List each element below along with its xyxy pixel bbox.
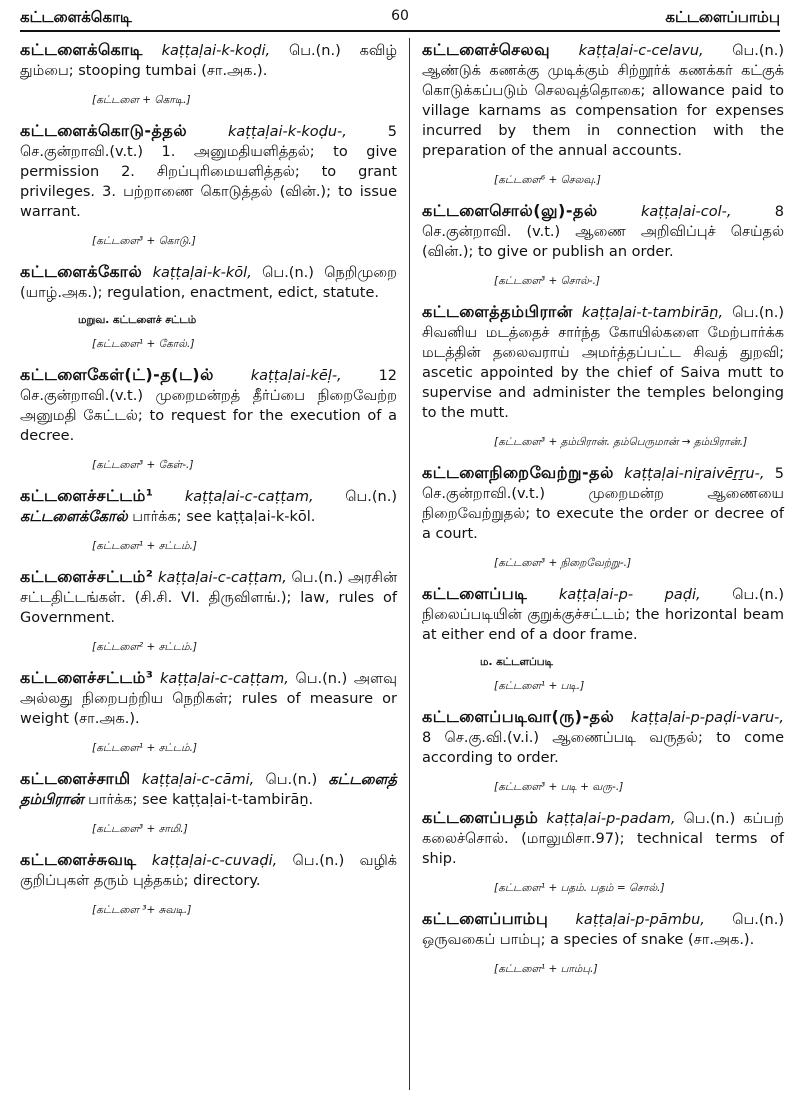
etymology: [கட்டளை³ + கேள்-.] [92,459,194,471]
headword: கட்டளைத்தம்பிரான் [422,302,573,321]
etymology: [கட்டளை³ + படி + வரு-.] [494,781,624,793]
cognate-note: ம. கட்டளப்படி [480,656,553,668]
etymology: [கட்டளை ³+ சுவடி.] [92,904,192,916]
entry-kattalai-c-cattam-1 [20,486,397,553]
transliteration: kaṭṭaḷai-p-padam, [546,811,676,827]
definition-text: 5 செ.குன்றாவி.(v.t.) 1. அனுமதியளித்தல்; to give permission 2. சிறப்புரிமையளித்தல்; to grant privileges. 3. பற்றாணை கொடுத்தல் (வின்.); to issue warrant. [20,124,398,220]
etymology: [கட்டளை¹ + படி.] [494,680,585,692]
definition-text: பெ.(n.) கப்பற் கலைச்சொல். (மாலுமிசா.97); technical terms of ship. [422,811,784,867]
headword: கட்டளைக்கோல் [20,262,143,281]
etymology: [கட்டளை¹ + பதம். பதம் = சொல்.] [494,882,665,894]
transliteration: kaṭṭaḷai-p-pāmbu, [575,912,705,928]
headword: கட்டளைக்கொடு-த்தல் [20,121,188,140]
definition-text: 12 செ.குன்றாவி.(v.t.) முறைமன்றத் தீர்ப்பை நிறைவேற்ற அனுமதி கேட்டல்; to request for the execution of a decree. [20,368,398,444]
definition [422,909,784,950]
entry-kattalai-niraiverru [422,463,784,570]
definition [20,486,397,527]
transliteration: kaṭṭaḷai-c-cāmi, [141,772,255,788]
etymology: [கட்டளை¹ + பாம்பு.] [494,963,598,975]
definition [422,463,784,544]
headword: கட்டளைச்சட்டம்¹ [20,486,154,505]
definition-text: 5 செ.குன்றாவி.(v.t.) முறைமன்ற ஆணையை நிறைவேற்றுதல்; to execute the order or decree of a court. [422,466,784,542]
headword: கட்டளைச்சாமி [20,769,131,788]
entry-kattalai-p-padi [422,584,784,693]
etymology: [கட்டளை³ + நிறைவேற்று-.] [494,557,632,569]
entry-kattalai-c-cattam-2 [20,567,397,654]
definition [20,769,397,810]
headword: கட்டளைப்படி [422,584,528,603]
transliteration: kaṭṭaḷai-p- paḍi, [558,587,701,603]
definition [20,40,397,81]
definition [20,121,397,222]
synonym-note: மறுவ. கட்டளைச் சட்டம் [78,314,197,326]
running-head-left: கட்டளைக்கொடி [20,8,132,26]
definition [422,302,784,423]
headword: கட்டளைப்படிவா(ரு)-தல் [422,707,615,726]
headword: கட்டளைச்சுவடி [20,850,137,869]
transliteration: kaṭṭaḷai-c-caṭṭam, [160,671,289,687]
definition-text: பெ.(n.) கவிழ் தும்பை; stooping tumbai (சா.அக.). [20,43,398,79]
entry-kattalai-p-padam [422,808,784,895]
definition-prefix: பெ.(n.) [265,772,318,788]
transliteration: kaṭṭaḷai-k-koḍu-, [228,124,347,140]
page-number: 60 [391,8,409,24]
entry-kattalai-p-padi-varu [422,707,784,794]
etymology: [கட்டளை² + சட்டம்.] [92,641,198,653]
headword: கட்டளைக்கொடி [20,40,143,59]
entry-kattalai-c-cattam-3 [20,668,397,755]
definition-text: பார்க்க; see kaṭṭaḷai-t-tambirāṉ. [88,792,314,808]
entry-kattalai-p-pambu [422,909,784,976]
definition-text: பெ.(n.) நெறிமுறை (யாழ்.அக.); regulation, enactment, edict, statute. [20,265,397,301]
headword: கட்டளைசொல்(லு)-தல் [422,201,598,220]
left-column [20,40,397,931]
definition-text: பெ.(n.) அளவு அல்லது நிறைபற்றிய நெறிகள்; rules of measure or weight (சா.அக.). [20,671,398,727]
etymology: [கட்டளை¹ + கோல்.] [92,338,195,350]
etymology: [கட்டளை⁶ + செலவு.] [494,174,601,186]
transliteration: kaṭṭaḷai-c-caṭṭam, [158,570,287,586]
definition-text: பெ.(n.) நிலைப்படியின் குறுக்குச்சட்டம்; the horizontal beam at either end of a door frame. [422,587,784,643]
transliteration: kaṭṭaḷai-k-koḍi, [161,43,271,59]
headword: கட்டளைச்சட்டம்² [20,567,154,586]
definition [422,707,784,768]
transliteration: kaṭṭaḷai-p-paḍi-varu-, [630,710,784,726]
column-divider [409,38,410,1090]
transliteration: kaṭṭaḷai-k-kōl, [152,265,252,281]
cross-reference-headword: கட்டளைக்கோல் [20,509,128,525]
etymology: [கட்டளை³ + சாமி.] [92,823,188,835]
entry-kattalai-t-tambiran [422,302,784,449]
definition-text: 8 செ.குன்றாவி. (v.t.) ஆணை அறிவிப்புச் செய்தல் (வின்.); to give or publish an order. [422,204,785,260]
transliteration: kaṭṭaḷai-c-cuvaḍi, [151,853,278,869]
definition-text: பார்க்க; see kaṭṭaḷai-k-kōl. [132,509,316,525]
etymology: [கட்டளை¹ + சட்டம்.] [92,742,198,754]
definition-prefix: பெ.(n.) [345,489,397,505]
definition-text: பெ.(n.) அரசின் சட்டதிட்டங்கள். (சி.சி. VI. திருவிளங்.); law, rules of Government. [20,570,398,626]
entry-kattalai-k-kodi [20,40,397,107]
transliteration: kaṭṭaḷai-t-tambirāṉ, [581,305,724,321]
right-column [422,40,784,990]
definition [422,201,784,262]
etymology: [கட்டளை³ + கொடு.] [92,235,196,247]
cross-reference-headword: கட்டளைத் தம்பிரான் [20,772,397,808]
definition-text: பெ.(n.) ஆண்டுக் கணக்கு முடிக்கும் சிற்றூர்க் கணக்கர் கட்குக் கொடுக்கப்படும் செலவுத்தொகை; allowance paid to village karnams as compensation for expenses incurred by them in connection with the preparation of the annual accounts. [422,43,784,159]
etymology: [கட்டளை³ + தம்பிரான். தம்பெருமான் → தம்பிரான்.] [494,436,748,448]
etymology: [கட்டளை + கொடி.] [92,94,191,106]
definition [20,567,397,628]
headword: கட்டளைப்பதம் [422,808,539,827]
transliteration: kaṭṭaḷai-niṟaivēṟṟu-, [624,466,765,482]
transliteration: kaṭṭaḷai-kēḷ-, [250,368,342,384]
definition [422,584,784,645]
etymology: [கட்டளை¹ + சட்டம்.] [92,540,198,552]
transliteration: kaṭṭaḷai-c-celavu, [578,43,704,59]
definition-text: பெ.(n.) சிவனிய மடத்தைச் சார்ந்த கோயில்களை மேற்பார்க்க மடத்தின் தலைவராய் அமர்த்தப்பட்ட சிவத் துறவி; ascetic appointed by the chief of Saiva mutt to supervise and administer the temples belonging to the mutt. [422,305,785,421]
etymology: [கட்டளை³ + சொல்-.] [494,275,601,287]
headword: கட்டளைநிறைவேற்று-தல் [422,463,614,482]
definition [20,262,397,303]
entry-kattalai-col [422,201,784,288]
definition [20,365,397,446]
headword: கட்டளைப்பாம்பு [422,909,549,928]
definition-text: பெ.(n.) வழிக் குறிப்புகள் தரும் புத்தகம்; directory. [20,853,397,889]
entry-kattalai-kel [20,365,397,472]
entry-kattalai-c-celavu [422,40,784,187]
definition [20,850,397,891]
definition [20,668,397,729]
entry-kattalai-c-cami [20,769,397,836]
page-header [20,6,780,32]
definition-text: 8 செ.கு.வி.(v.i.) ஆணைப்படி வருதல்; to come according to order. [422,730,784,766]
headword: கட்டளைச்செலவு [422,40,551,59]
transliteration: kaṭṭaḷai-c-caṭṭam, [184,489,314,505]
headword: கட்டளைச்சட்டம்³ [20,668,154,687]
definition [422,808,784,869]
entry-kattalai-c-cuvadi [20,850,397,917]
definition-text: பெ.(n.) ஒருவகைப் பாம்பு; a species of snake (சா.அக.). [422,912,785,948]
transliteration: kaṭṭaḷai-col-, [641,204,732,220]
entry-kattalai-k-kodu [20,121,397,248]
headword: கட்டளைகேள்(ட்)-த(ட)ல் [20,365,214,384]
running-head-right: கட்டளைப்பாம்பு [665,8,780,26]
definition [422,40,784,161]
entry-kattalai-k-kol [20,262,397,351]
